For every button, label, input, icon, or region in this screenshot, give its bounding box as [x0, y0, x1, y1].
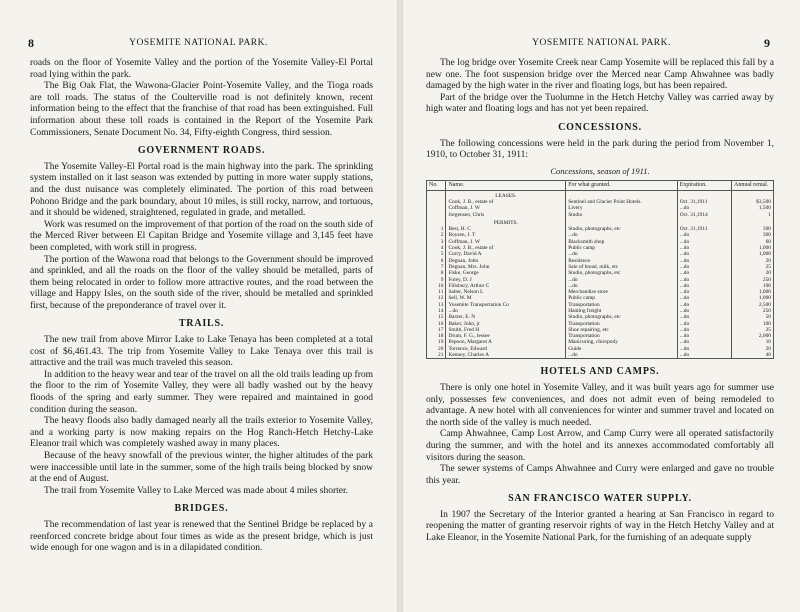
table-cell: 250 [732, 277, 774, 283]
table-cell: Transportation [566, 333, 678, 339]
table-cell: Boysen, J. T [446, 232, 566, 238]
table-cell: Sentinel and Glacier Point Hotels. [566, 199, 678, 205]
table-cell: ...do [677, 314, 731, 320]
table-cell: Merchandise store [566, 289, 678, 295]
left-paragraph: The portion of the Wawona road that belongs to the Government should be improved and sprinkled, and all the roads on the floor of the valley should be metalled, parts of them being relocated in order to follow more attractive routes, and the road between the village and Happy Isles, on the south side of the river, should be metalled and sprinkled first, because of the preponderance of travel over it. [30, 254, 373, 311]
table-cell: Sell, W. M [446, 295, 566, 301]
table-cell: ...do [566, 352, 678, 359]
column-header: Annual rental. [732, 181, 774, 190]
section-heading-hotels: HOTELS AND CAMPS. [540, 366, 660, 378]
table-cell: ...do [677, 321, 731, 327]
table-cell: 11 [427, 289, 446, 295]
table-cell: Oct. 31,1914 [677, 212, 731, 218]
right-paragraph: Camp Ahwahnee, Camp Lost Arrow, and Camp Curry were all operated satisfactorily during the summer, and with the hotel and its annexes accommodated comfortably all visitors during the season. [426, 429, 774, 463]
table-cell: 1,000 [732, 251, 774, 257]
section-heading-bridges: BRIDGES. [174, 503, 229, 515]
left-paragraph: The recommendation of last year is renewed that the Sentinel Bridge be replaced by a reenforced concrete bridge about four times as wide as the present bridge, which is just wide enough for one wagon and is in a dilapidated condition. [30, 519, 373, 554]
table-cell: 14 [427, 308, 446, 314]
table-cell: ...do [677, 327, 731, 333]
right-paragraph: There is only one hotel in Yosemite Valley, and it was built years ago for summer use only, possesses few conveniences, and does not admit even of being remodeled to advantage. A new hotel with all conveniences for winter and summer travel and located on the north side of the valley is much needed. [426, 382, 774, 428]
table-cell: 1 [427, 226, 446, 232]
table-cell: ...do [677, 302, 731, 308]
left-paragraph: Work was resumed on the improvement of that portion of the road on the south side of the Merced River between El Capitan Bridge and Yosemite village and 3,145 feet have been completed, with work still in progress. [30, 219, 373, 253]
table-cell: Shoe repairing, etc [566, 327, 678, 333]
table-cell: Manicuring, chiropody [566, 339, 678, 345]
table-cell: ...do [677, 308, 731, 314]
table-cell: Coffman, J. W [446, 205, 566, 211]
table-cell: ...do [677, 339, 731, 345]
table-cell: 20 [427, 346, 446, 352]
table-cell: Studio, photographs, etc [566, 226, 678, 232]
table-cell: Best, H. C [446, 226, 566, 232]
table-cell: 250 [732, 308, 774, 314]
left-page [0, 0, 397, 612]
table-cell: ...do [677, 295, 731, 301]
left-paragraph: In addition to the heavy wear and tear of the travel on all the old trails leading up from the floor to the rim of Yosemite Valley, they were all badly washed out by the heavy floods of the spring and early summer. They were repaired and maintained in good condition during the season. [30, 369, 373, 415]
table-cell: 300 [732, 226, 774, 232]
table-cell: 60 [732, 239, 774, 245]
table-cell: Foley, D. J [446, 277, 566, 283]
left-paragraph: Because of the heavy snowfall of the previous winter, the higher altitudes of the park were inaccessible until late in the summer, some of the high trails being blocked by snow at the end of August. [30, 451, 373, 485]
table-cell: 2,500 [732, 302, 774, 308]
table-cell: ...do [677, 270, 731, 276]
table-cell: Livery [566, 205, 678, 211]
concessions-table [426, 180, 774, 359]
table-cell: 20 [732, 258, 774, 264]
table-cell: Blacksmith shop [566, 239, 678, 245]
table-cell: 1 [732, 212, 774, 218]
section-heading-government-roads: GOVERNMENT ROADS. [137, 145, 266, 157]
table-cell: 13 [427, 302, 446, 308]
table-cell: 15 [427, 314, 446, 320]
right-paragraph: The following concessions were held in the park during the period from November 1, 1910, to October 31, 1911: [426, 138, 774, 161]
left-paragraph: The Yosemite Valley-El Portal road is the main highway into the park. The sprinkling system installed on it last season was extended by putting in more water supply stations, and the dust nuisance was completely eliminated. The portion of this road between Pohono Bridge and the park boundary, about 10 miles, is still rocky, narrow, and tortuous, and it should be widened, straightened, regulated in grade, and metalled. [30, 161, 373, 219]
table-cell: Guide [566, 346, 678, 352]
table-cell: Fiske, George [446, 270, 566, 276]
table-cell: Degnan, John [446, 258, 566, 264]
table-cell: Torrence, Edward [446, 346, 566, 352]
table-cell: Coffman, J. W [446, 239, 566, 245]
table-cell: ...do [677, 346, 731, 352]
table-cell: ...do [677, 277, 731, 283]
table-cell: Oct. 31,1911 [677, 226, 731, 232]
right-body [426, 58, 774, 545]
left-paragraph: The trail from Yosemite Valley to Lake Merced was made about 4 miles shorter. [44, 485, 349, 496]
table-cell: Transportation [566, 302, 678, 308]
table-cell: Salter, Nelson L [446, 289, 566, 295]
table-cell: 50 [732, 314, 774, 320]
table-cell: Fillsbury, Arthur C [446, 283, 566, 289]
table-cell: 17 [427, 327, 446, 333]
table-cell: Kenney, Charles A [446, 352, 566, 359]
column-header: Expiration. [677, 181, 731, 190]
right-paragraph: Part of the bridge over the Tuolumne in the Hetch Hetchy Valley was carried away by high water and floating logs and has not yet been repaired. [426, 92, 774, 115]
table-cell: ...do [677, 232, 731, 238]
right-paragraph: The sewer systems of Camps Ahwahnee and Curry were enlarged and gave no trouble this year. [426, 464, 774, 486]
table-body [427, 190, 774, 359]
right-page [403, 0, 800, 612]
left-running-header: YOSEMITE NATIONAL PARK. [129, 38, 268, 48]
table-cell: Studio, photographs, etc [566, 270, 678, 276]
table-cell: 6 [427, 258, 446, 264]
table-cell: ...do [677, 239, 731, 245]
table-cell: Transportation [566, 321, 678, 327]
table-cell: 1,000 [732, 295, 774, 301]
section-heading-sf-water: SAN FRANCISCO WATER SUPPLY. [508, 493, 692, 505]
column-header: Name. [446, 181, 566, 190]
right-page-number: 9 [764, 36, 770, 50]
table-cell: Oct. 31,1911 [677, 199, 731, 205]
table-cell: ...do [677, 205, 731, 211]
right-running-header: YOSEMITE NATIONAL PARK. [532, 38, 671, 48]
table-cell: ...do [677, 289, 731, 295]
table-cell: ...do [677, 352, 731, 359]
table-cell: 10 [427, 283, 446, 289]
table-section-row [427, 218, 774, 226]
table-caption: Concessions, season of 1911. [550, 165, 650, 176]
table-cell: ...do [566, 283, 678, 289]
table-cell: Public camp [566, 245, 678, 251]
table-cell: 12 [427, 295, 446, 301]
table-cell: ...do [446, 308, 566, 314]
left-body [30, 58, 373, 555]
table-cell: 18 [427, 333, 446, 339]
table-header-row [427, 181, 774, 190]
table-cell: 100 [732, 321, 774, 327]
table-cell: Baxter, E. N [446, 314, 566, 320]
section-heading-concessions: CONCESSIONS. [558, 121, 642, 133]
table-cell: 9 [427, 277, 446, 283]
table-cell: ...do [677, 333, 731, 339]
table-cell: 40 [732, 352, 774, 359]
table-cell: 3 [427, 239, 446, 245]
table-cell: Smith, Fred H [446, 327, 566, 333]
table-cell: 2 [427, 232, 446, 238]
table-section-row [427, 190, 774, 199]
right-paragraph: In 1907 the Secretary of the Interior granted a hearing at San Francisco in regard to reopening the matter of granting reservoir rights of way in the Hetch Hetchy Valley and at Lake Eleanor, in the Yosemite National Park, for the furnishing of an adequate supply [426, 509, 774, 544]
table-cell: Public camp [566, 295, 678, 301]
column-header: No. [427, 181, 446, 190]
table-cell: 7 [427, 264, 446, 270]
table-cell: Cook, J. B., estate of [446, 245, 566, 251]
table-section-label: PERMITS. [446, 218, 566, 226]
left-paragraph: The Big Oak Flat, the Wawona-Glacier Point-Yosemite Valley, and the Tioga roads are toll roads. The status of the Coulterville road is not definitely known, recent information being to the effect that the franchise of that road has been extinguished. Full information about these toll roads is contained in the Report of the Yosemite Park Commissioners, Senate Document No. 34, Fifty-eighth Congress, third session. [30, 81, 373, 138]
table-cell: 100 [732, 283, 774, 289]
table-cell: 1,000 [732, 289, 774, 295]
table-cell: Yosemite Transportation Co [446, 302, 566, 308]
table-cell: 4 [427, 245, 446, 251]
table-cell: Residence [566, 258, 678, 264]
table-cell: ...do [566, 232, 678, 238]
table-cell: Pepoon, Margaret A [446, 339, 566, 345]
table-row [427, 352, 774, 359]
table-cell: 16 [427, 321, 446, 327]
left-paragraph: The new trail from above Mirror Lake to Lake Tenaya has been completed at a total cost of $6,461.43. The trip from Yosemite Valley to Lake Tenaya over this trail is attractive and the trail was much traveled this season. [30, 335, 373, 369]
table-cell: 10 [732, 339, 774, 345]
table-cell: Degnan, Mrs. John [446, 264, 566, 270]
table-cell: ...do [566, 277, 678, 283]
table-cell: 2,000 [732, 333, 774, 339]
table-cell: 25 [732, 327, 774, 333]
table-cell: Drum, F. G., lessee [446, 333, 566, 339]
left-paragraph: The heavy floods also badly damaged nearly all the trails exterior to Yosemite Valley, and a working party is now making repairs on the Hog Ranch-Hetch Hetchy-Lake Eleanor trail which was completely washed away in many places. [30, 416, 373, 450]
table-cell: 19 [427, 339, 446, 345]
table-cell: 300 [732, 232, 774, 238]
table-cell: Cook, J. B., estate of [446, 199, 566, 205]
table-cell: Curry, David A [446, 251, 566, 257]
right-paragraph: The log bridge over Yosemite Creek near Camp Yosemite will be replaced this fall by a new one. The foot suspension bridge over the Merced near Camp Ahwahnee was badly damaged by the high water in the river and floating logs, but has been repaired. [426, 58, 774, 92]
table-cell: 20 [732, 270, 774, 276]
table-cell: ...do [677, 251, 731, 257]
table-cell: 5 [427, 251, 446, 257]
left-paragraph: roads on the floor of Yosemite Valley and the portion of the Yosemite Valley-El Portal road lying within the park. [30, 58, 373, 80]
table-cell: 20 [732, 346, 774, 352]
table-section-label: LEASES. [446, 190, 566, 199]
left-page-number: 8 [28, 36, 34, 50]
table-cell: ...do [677, 258, 731, 264]
table-cell: ...do [566, 251, 678, 257]
table-cell: Hauling freight [566, 308, 678, 314]
table-cell: Jorgensen, Chris [446, 212, 566, 218]
column-header: For what granted. [566, 181, 678, 190]
table-cell: Studio [566, 212, 678, 218]
table-cell: ...do [677, 283, 731, 289]
table-cell: Studio, photographs, etc [566, 314, 678, 320]
table-cell: ...do [677, 264, 731, 270]
table-cell: 25 [732, 264, 774, 270]
table-cell: 21 [427, 352, 446, 359]
table-cell: 1,500 [732, 205, 774, 211]
table-cell: 1,000 [732, 245, 774, 251]
table-cell: ...do [677, 245, 731, 251]
table-cell: 8 [427, 270, 446, 276]
table-cell: $3,500 [732, 199, 774, 205]
section-heading-trails: TRAILS. [178, 318, 225, 330]
table-cell: Sale of bread, milk, etc [566, 264, 678, 270]
table-cell: Baker, John, jr [446, 321, 566, 327]
